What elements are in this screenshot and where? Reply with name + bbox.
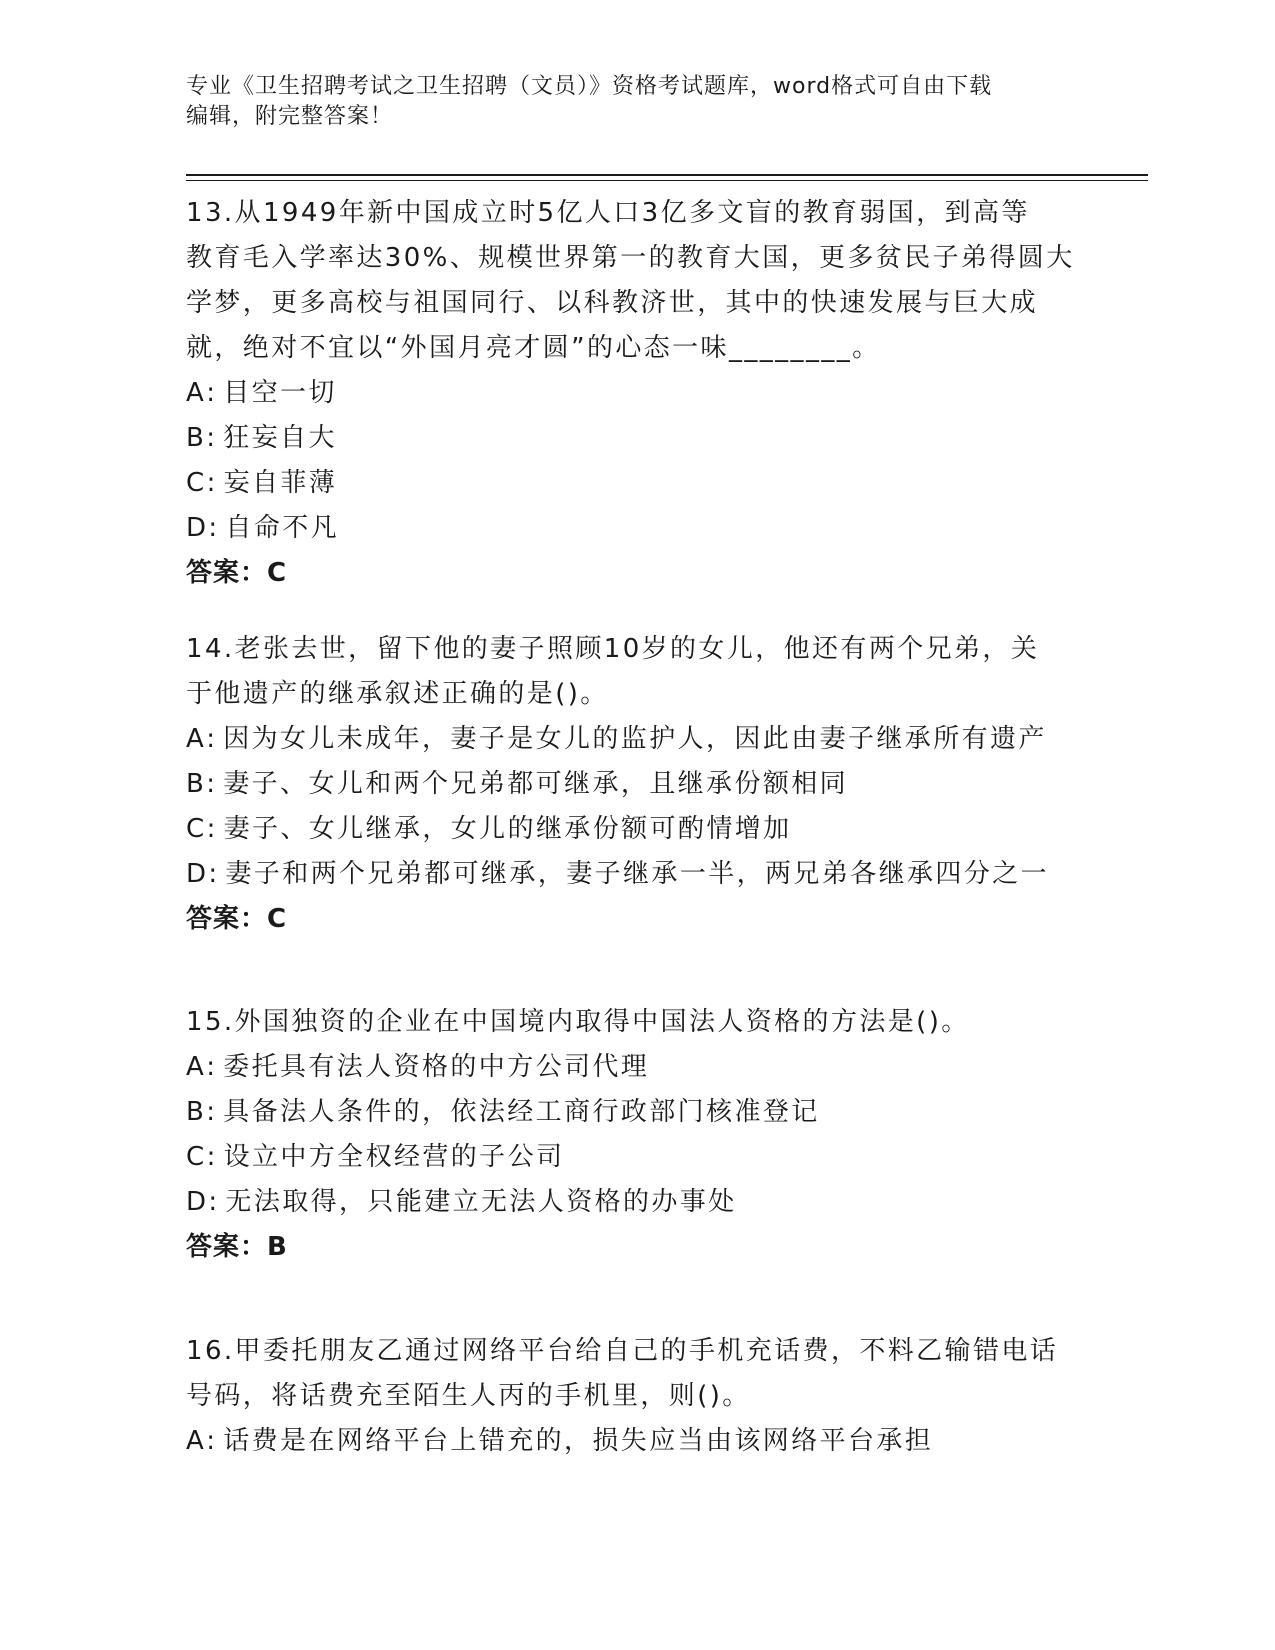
option-separator: : — [206, 1097, 218, 1127]
option-separator: : — [206, 769, 218, 799]
option-d — [186, 852, 1086, 897]
stem-line: 学梦，更多高校与祖国同行、以科教济世，其中的快速发展与巨大成 — [186, 288, 1039, 318]
option-letter: C — [186, 1142, 207, 1172]
question-stem — [186, 1000, 1086, 1045]
option-c — [186, 461, 1086, 506]
option-a — [186, 1045, 1086, 1090]
option-a — [186, 1419, 1086, 1464]
option-separator: : — [206, 1426, 218, 1456]
option-letter: D — [186, 513, 209, 543]
option-a — [186, 371, 1086, 416]
header-line-2: 编辑，附完整答案！ — [186, 104, 394, 129]
option-letter: D — [186, 859, 209, 889]
answer: 答案：C — [186, 904, 288, 934]
option-letter: A — [186, 724, 207, 754]
option-a — [186, 717, 1086, 762]
option-text: 无法取得，只能建立无法人资格的办事处 — [225, 1187, 737, 1217]
stem-line: 15.外国独资的企业在中国境内取得中国法人资格的方法是()。 — [186, 1007, 970, 1037]
option-letter: B — [186, 1097, 207, 1127]
option-letter: A — [186, 378, 207, 408]
stem-line: 教育毛入学率达30%、规模世界第一的教育大国，更多贫民子弟得圆大 — [186, 243, 1075, 273]
stem-line: 号码，将话费充至陌生人丙的手机里，则()。 — [186, 1381, 751, 1411]
option-b — [186, 1090, 1086, 1135]
stem-line: 16.甲委托朋友乙通过网络平台给自己的手机充话费，不料乙输错电话 — [186, 1336, 1059, 1366]
option-letter: C — [186, 814, 207, 844]
option-text: 妻子、女儿和两个兄弟都可继承，且继承份额相同 — [223, 769, 849, 799]
option-letter: C — [186, 468, 207, 498]
option-c — [186, 807, 1086, 852]
option-text: 妻子和两个兄弟都可继承，妻子继承一半，两兄弟各继承四分之一 — [225, 859, 1050, 889]
option-letter: A — [186, 1426, 207, 1456]
stem-line: 于他遗产的继承叙述正确的是()。 — [186, 679, 609, 709]
option-letter: B — [186, 769, 207, 799]
question-stem — [186, 627, 1086, 717]
stem-line: 就，绝对不宜以“外国月亮才圆”的心态一味________。 — [186, 333, 881, 363]
question-13 — [186, 191, 1086, 596]
option-separator: : — [206, 423, 218, 453]
stem-line: 13.从1949年新中国成立时5亿人口3亿多文盲的教育弱国，到高等 — [186, 198, 1030, 228]
option-letter: B — [186, 423, 207, 453]
option-text: 具备法人条件的，依法经工商行政部门核准登记 — [223, 1097, 820, 1127]
header-line-1: 专业《卫生招聘考试之卫生招聘（文员）》资格考试题库，word格式可自由下载 — [186, 74, 993, 99]
option-b — [186, 762, 1086, 807]
question-14 — [186, 627, 1086, 942]
option-separator: : — [208, 1187, 220, 1217]
answer: 答案：B — [186, 1232, 288, 1262]
question-16 — [186, 1329, 1086, 1464]
stem-line: 14.老张去世，留下他的妻子照顾10岁的女儿，他还有两个兄弟，关 — [186, 634, 1040, 664]
option-c — [186, 1135, 1086, 1180]
option-separator: : — [206, 1052, 218, 1082]
question-stem — [186, 191, 1086, 371]
option-text: 设立中方全权经营的子公司 — [223, 1142, 565, 1172]
option-d — [186, 506, 1086, 551]
question-stem — [186, 1329, 1086, 1419]
option-text: 狂妄自大 — [223, 423, 337, 453]
document-header — [186, 72, 1086, 132]
header-divider-thick — [186, 174, 1148, 176]
option-separator: : — [206, 378, 218, 408]
header-divider-thin — [186, 180, 1148, 181]
option-separator: : — [206, 814, 218, 844]
option-letter: A — [186, 1052, 207, 1082]
option-text: 因为女儿未成年，妻子是女儿的监护人，因此由妻子继承所有遗产 — [223, 724, 1047, 754]
option-text: 妻子、女儿继承，女儿的继承份额可酌情增加 — [223, 814, 792, 844]
option-separator: : — [206, 1142, 218, 1172]
option-separator: : — [206, 724, 218, 754]
option-text: 自命不凡 — [225, 513, 340, 543]
option-text: 妄自菲薄 — [223, 468, 338, 498]
option-text: 话费是在网络平台上错充的，损失应当由该网络平台承担 — [223, 1426, 934, 1456]
option-text: 委托具有法人资格的中方公司代理 — [223, 1052, 650, 1082]
option-separator: : — [208, 513, 220, 543]
answer: 答案：C — [186, 558, 288, 588]
question-15 — [186, 1000, 1086, 1270]
option-separator: : — [208, 859, 220, 889]
option-b — [186, 416, 1086, 461]
option-separator: : — [206, 468, 218, 498]
option-letter: D — [186, 1187, 209, 1217]
option-d — [186, 1180, 1086, 1225]
option-text: 目空一切 — [223, 378, 337, 408]
